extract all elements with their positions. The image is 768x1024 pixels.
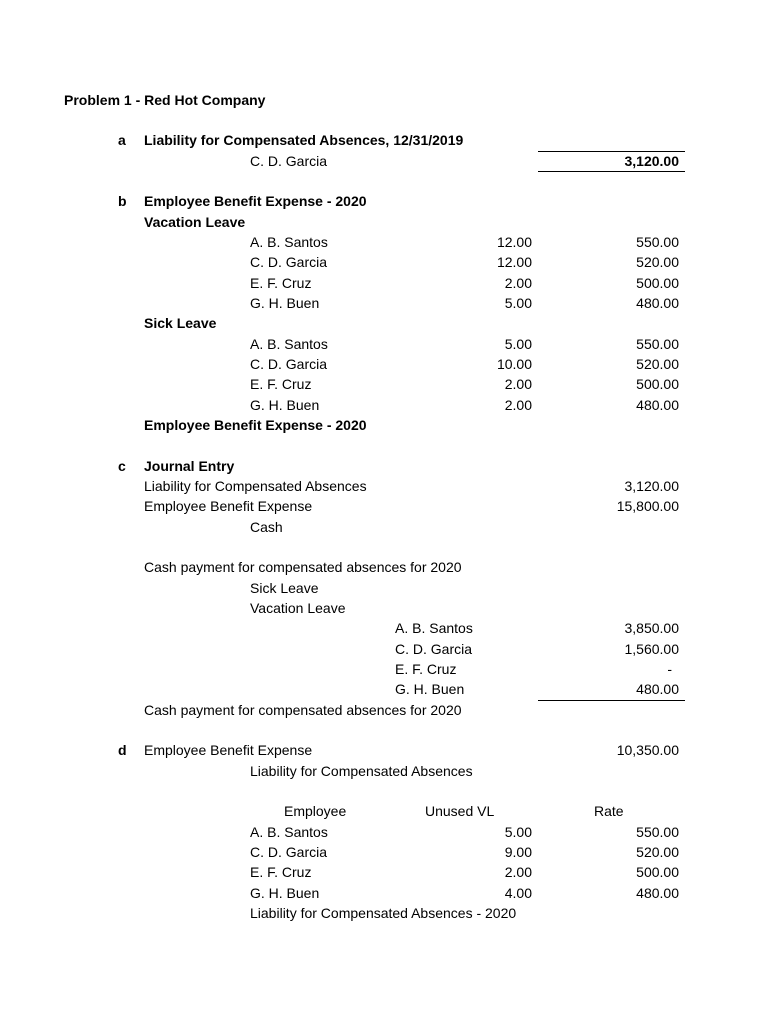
section-b-letter: b (118, 193, 127, 209)
sl-rate: 500.00 (636, 376, 679, 392)
section-b-total-label: Employee Benefit Expense - 2020 (144, 417, 367, 433)
c-vacation-leave-label: Vacation Leave (250, 600, 346, 616)
d-row-unused: 2.00 (504, 864, 532, 880)
journal-entry-amount: 15,800.00 (616, 498, 679, 514)
vl-rate: 550.00 (636, 234, 679, 250)
d-row-rate: 480.00 (636, 885, 679, 901)
vl-payment-name: C. D. Garcia (395, 641, 473, 657)
vl-name: A. B. Santos (250, 234, 328, 250)
d-total-label: Liability for Compensated Absences - 2020 (250, 905, 517, 921)
sl-name: E. F. Cruz (250, 376, 312, 392)
vl-payment-amount: - (667, 661, 672, 677)
cash-label: Cash (250, 519, 283, 535)
section-a-amount: 3,120.00 (624, 153, 679, 169)
vl-days: 12.00 (496, 234, 532, 250)
sl-rate: 520.00 (636, 356, 679, 372)
sl-days: 2.00 (504, 376, 532, 392)
sl-rate: 550.00 (636, 336, 679, 352)
cash-payment-label: Cash payment for compensated absences for 2020 (144, 559, 462, 575)
d-row-rate: 500.00 (636, 864, 679, 880)
d-row-name: E. F. Cruz (250, 864, 312, 880)
section-a-name: C. D. Garcia (250, 153, 328, 169)
vl-days: 2.00 (504, 275, 532, 291)
d-row-unused: 4.00 (504, 885, 532, 901)
vl-payment-amount: 3,850.00 (624, 620, 679, 636)
d-row-name: C. D. Garcia (250, 844, 328, 860)
d-entry-label: Employee Benefit Expense (144, 742, 313, 758)
sl-name: C. D. Garcia (250, 356, 328, 372)
d-row-name: G. H. Buen (250, 885, 320, 901)
header-rate: Rate (594, 803, 624, 819)
section-a-heading: Liability for Compensated Absences, 12/31/2019 (144, 132, 464, 148)
vl-rate: 520.00 (636, 254, 679, 270)
vl-days: 5.00 (504, 295, 532, 311)
rule-bottom (538, 171, 685, 172)
rule-subtotal (538, 700, 685, 701)
vl-rate: 500.00 (636, 275, 679, 291)
vl-payment-name: E. F. Cruz (395, 661, 457, 677)
section-d-letter: d (118, 742, 127, 758)
vl-payment-name: A. B. Santos (395, 620, 473, 636)
vl-days: 12.00 (496, 254, 532, 270)
vl-payment-amount: 480.00 (636, 681, 679, 697)
sick-leave-label: Sick Leave (144, 315, 217, 331)
header-unused-vl: Unused VL (425, 803, 495, 819)
section-b-heading: Employee Benefit Expense - 2020 (144, 193, 367, 209)
d-row-rate: 520.00 (636, 844, 679, 860)
vl-name: C. D. Garcia (250, 254, 328, 270)
sl-rate: 480.00 (636, 397, 679, 413)
vl-name: G. H. Buen (250, 295, 320, 311)
vl-name: E. F. Cruz (250, 275, 312, 291)
header-employee: Employee (284, 803, 347, 819)
page-title: Problem 1 - Red Hot Company (64, 92, 266, 108)
sl-name: G. H. Buen (250, 397, 320, 413)
cash-payment-total-label: Cash payment for compensated absences for 2020 (144, 702, 462, 718)
d-row-rate: 550.00 (636, 824, 679, 840)
sl-days: 5.00 (504, 336, 532, 352)
section-a-letter: a (118, 132, 126, 148)
d-row-name: A. B. Santos (250, 824, 328, 840)
journal-entry-label: Employee Benefit Expense (144, 498, 313, 514)
section-c-heading: Journal Entry (144, 458, 235, 474)
vl-payment-amount: 1,560.00 (624, 641, 679, 657)
d-row-unused: 5.00 (504, 824, 532, 840)
sl-days: 2.00 (504, 397, 532, 413)
d-credit-label: Liability for Compensated Absences (250, 763, 473, 779)
journal-entry-label: Liability for Compensated Absences (144, 478, 367, 494)
journal-entry-amount: 3,120.00 (624, 478, 679, 494)
rule-top (538, 151, 685, 152)
section-c-letter: c (118, 458, 126, 474)
d-row-unused: 9.00 (504, 844, 532, 860)
vl-rate: 480.00 (636, 295, 679, 311)
d-entry-amount: 10,350.00 (616, 742, 679, 758)
vacation-leave-label: Vacation Leave (144, 214, 246, 230)
sl-name: A. B. Santos (250, 336, 328, 352)
sl-days: 10.00 (496, 356, 532, 372)
c-sick-leave-label: Sick Leave (250, 580, 319, 596)
vl-payment-name: G. H. Buen (395, 681, 465, 697)
